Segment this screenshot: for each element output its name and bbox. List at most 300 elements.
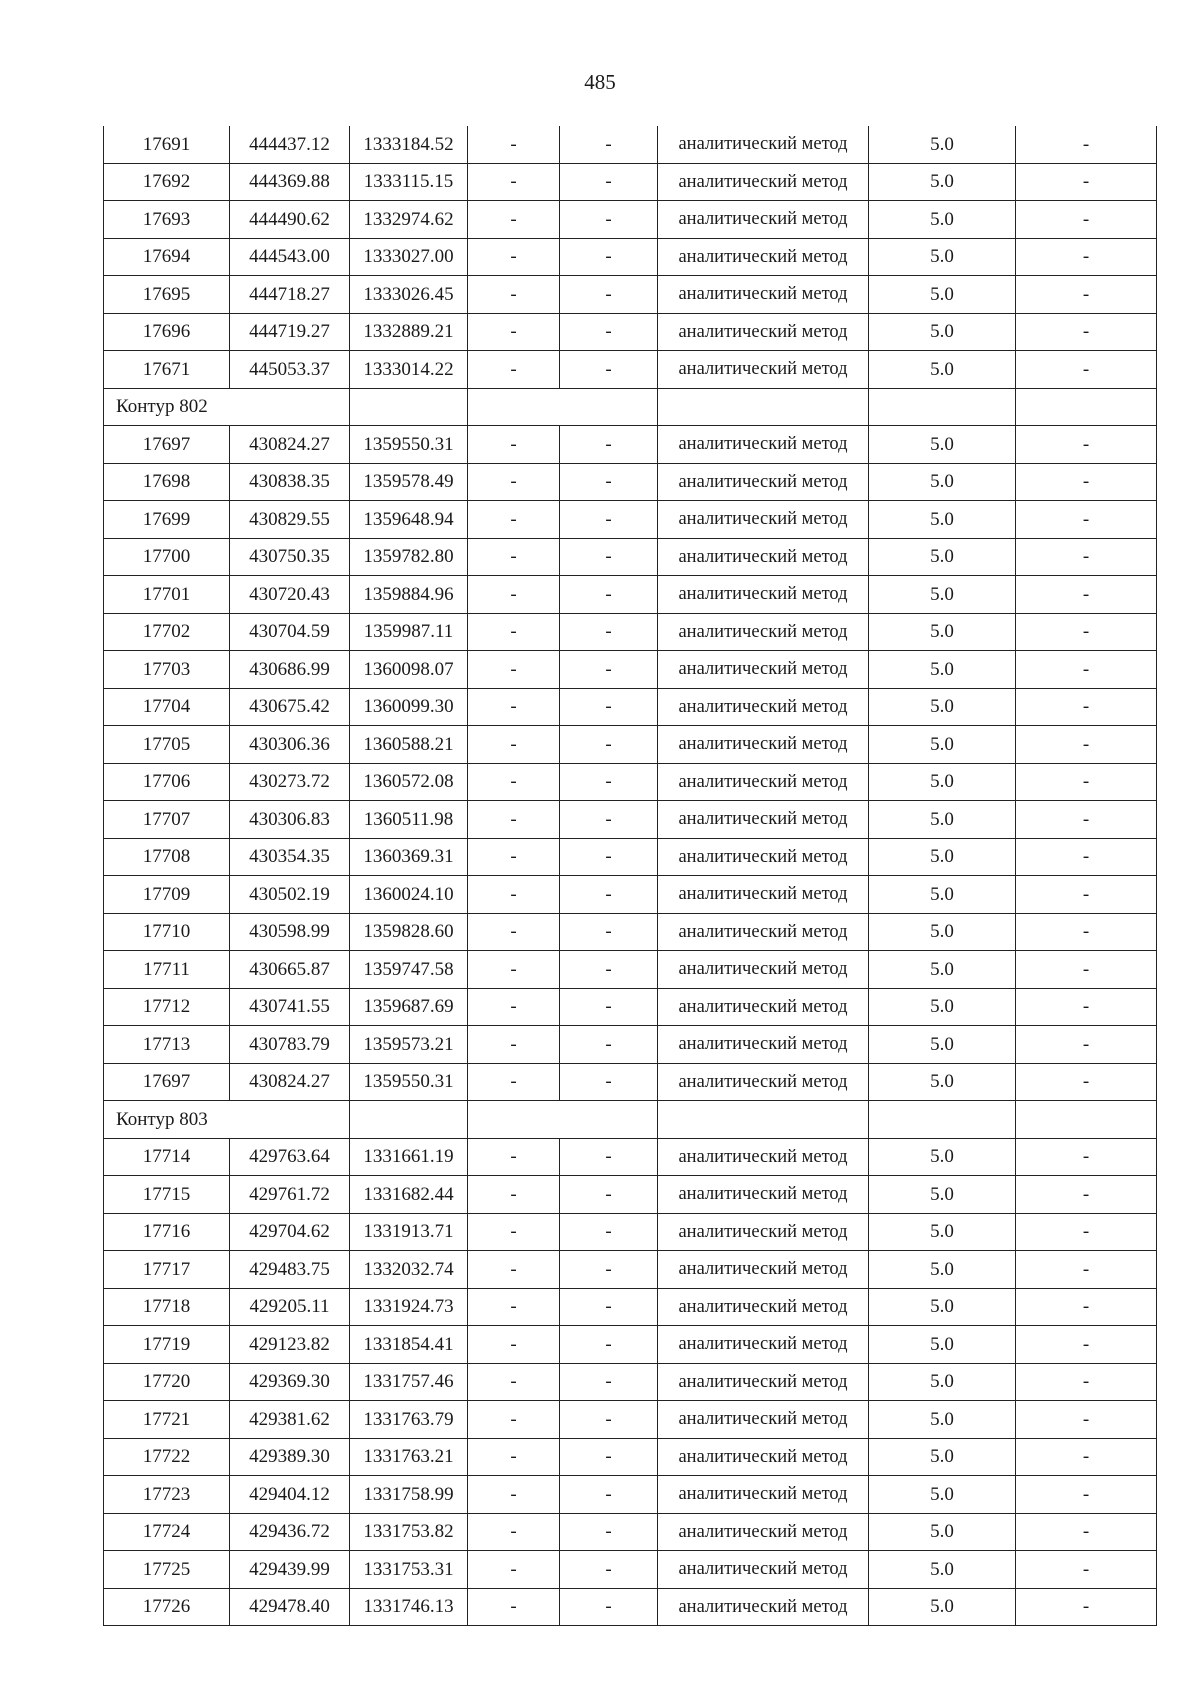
dash-cell-2: -: [560, 163, 658, 201]
method-cell: аналитический метод: [658, 1288, 869, 1326]
x-coordinate-cell: 430824.27: [230, 426, 350, 464]
empty-cell: [350, 1101, 468, 1139]
y-coordinate-cell: 1331758.99: [350, 1476, 468, 1514]
dash-cell-1: -: [468, 801, 560, 839]
method-cell: аналитический метод: [658, 538, 869, 576]
table-row: [104, 988, 1157, 1026]
y-coordinate-cell: 1360369.31: [350, 838, 468, 876]
method-cell: аналитический метод: [658, 1326, 869, 1364]
dash-cell-1: -: [468, 1176, 560, 1214]
method-cell: аналитический метод: [658, 501, 869, 539]
x-coordinate-cell: 430741.55: [230, 988, 350, 1026]
precision-cell: 5.0: [869, 238, 1016, 276]
y-coordinate-cell: 1331757.46: [350, 1363, 468, 1401]
point-number-cell: 17706: [104, 763, 230, 801]
dash-cell-1: -: [468, 1288, 560, 1326]
dash-cell-1: -: [468, 876, 560, 914]
method-cell: аналитический метод: [658, 613, 869, 651]
precision-cell: 5.0: [869, 1288, 1016, 1326]
point-number-cell: 17715: [104, 1176, 230, 1214]
point-number-cell: 17713: [104, 1026, 230, 1064]
y-coordinate-cell: 1359782.80: [350, 538, 468, 576]
dash-cell-2: -: [560, 951, 658, 989]
dash-cell-2: -: [560, 801, 658, 839]
y-coordinate-cell: 1331682.44: [350, 1176, 468, 1214]
dash-cell-1: -: [468, 1026, 560, 1064]
table-row: [104, 1551, 1157, 1589]
x-coordinate-cell: 430306.83: [230, 801, 350, 839]
x-coordinate-cell: 430829.55: [230, 501, 350, 539]
precision-cell: 5.0: [869, 1476, 1016, 1514]
x-coordinate-cell: 430354.35: [230, 838, 350, 876]
dash-cell-1: -: [468, 351, 560, 389]
point-number-cell: 17691: [104, 126, 230, 163]
y-coordinate-cell: 1333026.45: [350, 276, 468, 314]
precision-cell: 5.0: [869, 651, 1016, 689]
point-number-cell: 17693: [104, 201, 230, 239]
empty-cell: [658, 388, 869, 426]
point-number-cell: 17722: [104, 1438, 230, 1476]
precision-cell: 5.0: [869, 501, 1016, 539]
contour-label: Контур 803: [104, 1101, 350, 1139]
precision-cell: 5.0: [869, 1513, 1016, 1551]
dash-cell-1: -: [468, 1438, 560, 1476]
dash-cell-2: -: [560, 763, 658, 801]
method-cell: аналитический метод: [658, 1588, 869, 1626]
table-row: [104, 1513, 1157, 1551]
x-coordinate-cell: 429478.40: [230, 1588, 350, 1626]
dash-cell-3: -: [1016, 1476, 1157, 1514]
method-cell: аналитический метод: [658, 1476, 869, 1514]
y-coordinate-cell: 1359550.31: [350, 1063, 468, 1101]
y-coordinate-cell: 1359687.69: [350, 988, 468, 1026]
empty-cell: [468, 1101, 658, 1139]
point-number-cell: 17711: [104, 951, 230, 989]
point-number-cell: 17717: [104, 1251, 230, 1289]
x-coordinate-cell: 429123.82: [230, 1326, 350, 1364]
y-coordinate-cell: 1332889.21: [350, 313, 468, 351]
y-coordinate-cell: 1359828.60: [350, 913, 468, 951]
x-coordinate-cell: 430273.72: [230, 763, 350, 801]
x-coordinate-cell: 444543.00: [230, 238, 350, 276]
method-cell: аналитический метод: [658, 988, 869, 1026]
contour-header-row: [104, 1101, 1157, 1139]
dash-cell-3: -: [1016, 876, 1157, 914]
x-coordinate-cell: 430720.43: [230, 576, 350, 614]
dash-cell-1: -: [468, 1063, 560, 1101]
table-row: [104, 351, 1157, 389]
table-row: [104, 126, 1157, 163]
table-row: [104, 1476, 1157, 1514]
dash-cell-3: -: [1016, 538, 1157, 576]
table-row: [104, 238, 1157, 276]
table-row: [104, 688, 1157, 726]
method-cell: аналитический метод: [658, 651, 869, 689]
point-number-cell: 17701: [104, 576, 230, 614]
dash-cell-1: -: [468, 126, 560, 163]
point-number-cell: 17692: [104, 163, 230, 201]
dash-cell-1: -: [468, 988, 560, 1026]
dash-cell-3: -: [1016, 126, 1157, 163]
dash-cell-1: -: [468, 426, 560, 464]
precision-cell: 5.0: [869, 276, 1016, 314]
x-coordinate-cell: 429205.11: [230, 1288, 350, 1326]
precision-cell: 5.0: [869, 1063, 1016, 1101]
dash-cell-3: -: [1016, 1326, 1157, 1364]
dash-cell-1: -: [468, 1401, 560, 1439]
y-coordinate-cell: 1360098.07: [350, 651, 468, 689]
y-coordinate-cell: 1331746.13: [350, 1588, 468, 1626]
dash-cell-2: -: [560, 1176, 658, 1214]
table-row: [104, 1363, 1157, 1401]
precision-cell: 5.0: [869, 313, 1016, 351]
method-cell: аналитический метод: [658, 951, 869, 989]
y-coordinate-cell: 1359648.94: [350, 501, 468, 539]
precision-cell: 5.0: [869, 613, 1016, 651]
method-cell: аналитический метод: [658, 1176, 869, 1214]
point-number-cell: 17697: [104, 426, 230, 464]
dash-cell-3: -: [1016, 276, 1157, 314]
precision-cell: 5.0: [869, 1363, 1016, 1401]
dash-cell-2: -: [560, 1476, 658, 1514]
dash-cell-2: -: [560, 126, 658, 163]
point-number-cell: 17710: [104, 913, 230, 951]
y-coordinate-cell: 1331763.21: [350, 1438, 468, 1476]
dash-cell-1: -: [468, 463, 560, 501]
dash-cell-3: -: [1016, 1026, 1157, 1064]
method-cell: аналитический метод: [658, 838, 869, 876]
y-coordinate-cell: 1331854.41: [350, 1326, 468, 1364]
y-coordinate-cell: 1333027.00: [350, 238, 468, 276]
dash-cell-2: -: [560, 988, 658, 1026]
precision-cell: 5.0: [869, 1438, 1016, 1476]
method-cell: аналитический метод: [658, 1438, 869, 1476]
dash-cell-3: -: [1016, 463, 1157, 501]
x-coordinate-cell: 430598.99: [230, 913, 350, 951]
dash-cell-2: -: [560, 538, 658, 576]
dash-cell-1: -: [468, 688, 560, 726]
point-number-cell: 17726: [104, 1588, 230, 1626]
dash-cell-3: -: [1016, 1288, 1157, 1326]
dash-cell-3: -: [1016, 688, 1157, 726]
dash-cell-1: -: [468, 1138, 560, 1176]
table-row: [104, 576, 1157, 614]
x-coordinate-cell: 444490.62: [230, 201, 350, 239]
precision-cell: 5.0: [869, 1176, 1016, 1214]
method-cell: аналитический метод: [658, 1026, 869, 1064]
x-coordinate-cell: 430704.59: [230, 613, 350, 651]
method-cell: аналитический метод: [658, 163, 869, 201]
dash-cell-3: -: [1016, 726, 1157, 764]
table-row: [104, 838, 1157, 876]
empty-cell: [658, 1101, 869, 1139]
table-row: [104, 163, 1157, 201]
point-number-cell: 17698: [104, 463, 230, 501]
x-coordinate-cell: 444437.12: [230, 126, 350, 163]
method-cell: аналитический метод: [658, 201, 869, 239]
dash-cell-3: -: [1016, 1438, 1157, 1476]
point-number-cell: 17705: [104, 726, 230, 764]
dash-cell-2: -: [560, 1026, 658, 1064]
method-cell: аналитический метод: [658, 1138, 869, 1176]
dash-cell-3: -: [1016, 1401, 1157, 1439]
y-coordinate-cell: 1359884.96: [350, 576, 468, 614]
dash-cell-2: -: [560, 838, 658, 876]
precision-cell: 5.0: [869, 1213, 1016, 1251]
point-number-cell: 17695: [104, 276, 230, 314]
table-body: [104, 126, 1157, 1626]
dash-cell-1: -: [468, 1551, 560, 1589]
x-coordinate-cell: 430665.87: [230, 951, 350, 989]
dash-cell-1: -: [468, 1363, 560, 1401]
dash-cell-3: -: [1016, 613, 1157, 651]
x-coordinate-cell: 429389.30: [230, 1438, 350, 1476]
table-row: [104, 1063, 1157, 1101]
table-row: [104, 1026, 1157, 1064]
precision-cell: 5.0: [869, 876, 1016, 914]
table-row: [104, 876, 1157, 914]
precision-cell: 5.0: [869, 538, 1016, 576]
y-coordinate-cell: 1359987.11: [350, 613, 468, 651]
x-coordinate-cell: 429436.72: [230, 1513, 350, 1551]
y-coordinate-cell: 1333184.52: [350, 126, 468, 163]
table-row: [104, 1138, 1157, 1176]
point-number-cell: 17719: [104, 1326, 230, 1364]
y-coordinate-cell: 1360588.21: [350, 726, 468, 764]
method-cell: аналитический метод: [658, 1401, 869, 1439]
dash-cell-1: -: [468, 651, 560, 689]
dash-cell-1: -: [468, 201, 560, 239]
dash-cell-2: -: [560, 1551, 658, 1589]
point-number-cell: 17704: [104, 688, 230, 726]
method-cell: аналитический метод: [658, 913, 869, 951]
dash-cell-1: -: [468, 1476, 560, 1514]
precision-cell: 5.0: [869, 126, 1016, 163]
table-row: [104, 1588, 1157, 1626]
table-row: [104, 313, 1157, 351]
y-coordinate-cell: 1331753.82: [350, 1513, 468, 1551]
x-coordinate-cell: 429763.64: [230, 1138, 350, 1176]
page-number: 485: [584, 70, 616, 94]
point-number-cell: 17720: [104, 1363, 230, 1401]
dash-cell-2: -: [560, 313, 658, 351]
y-coordinate-cell: 1360572.08: [350, 763, 468, 801]
dash-cell-2: -: [560, 1063, 658, 1101]
dash-cell-3: -: [1016, 1176, 1157, 1214]
dash-cell-1: -: [468, 238, 560, 276]
point-number-cell: 17697: [104, 1063, 230, 1101]
y-coordinate-cell: 1333014.22: [350, 351, 468, 389]
dash-cell-1: -: [468, 313, 560, 351]
point-number-cell: 17712: [104, 988, 230, 1026]
y-coordinate-cell: 1333115.15: [350, 163, 468, 201]
method-cell: аналитический метод: [658, 763, 869, 801]
dash-cell-1: -: [468, 538, 560, 576]
y-coordinate-cell: 1360511.98: [350, 801, 468, 839]
dash-cell-2: -: [560, 201, 658, 239]
precision-cell: 5.0: [869, 1251, 1016, 1289]
precision-cell: 5.0: [869, 1401, 1016, 1439]
table-row: [104, 426, 1157, 464]
dash-cell-2: -: [560, 726, 658, 764]
x-coordinate-cell: 430686.99: [230, 651, 350, 689]
empty-cell: [350, 388, 468, 426]
table-row: [104, 651, 1157, 689]
dash-cell-3: -: [1016, 651, 1157, 689]
dash-cell-2: -: [560, 1288, 658, 1326]
precision-cell: 5.0: [869, 463, 1016, 501]
table-row: [104, 726, 1157, 764]
x-coordinate-cell: 429404.12: [230, 1476, 350, 1514]
dash-cell-2: -: [560, 688, 658, 726]
dash-cell-2: -: [560, 426, 658, 464]
y-coordinate-cell: 1331763.79: [350, 1401, 468, 1439]
point-number-cell: 17694: [104, 238, 230, 276]
y-coordinate-cell: 1359747.58: [350, 951, 468, 989]
dash-cell-1: -: [468, 726, 560, 764]
y-coordinate-cell: 1332032.74: [350, 1251, 468, 1289]
method-cell: аналитический метод: [658, 688, 869, 726]
dash-cell-3: -: [1016, 576, 1157, 614]
dash-cell-3: -: [1016, 763, 1157, 801]
point-number-cell: 17700: [104, 538, 230, 576]
dash-cell-2: -: [560, 501, 658, 539]
dash-cell-2: -: [560, 1251, 658, 1289]
x-coordinate-cell: 430306.36: [230, 726, 350, 764]
dash-cell-1: -: [468, 913, 560, 951]
table-row: [104, 276, 1157, 314]
point-number-cell: 17702: [104, 613, 230, 651]
precision-cell: 5.0: [869, 1551, 1016, 1589]
dash-cell-3: -: [1016, 1513, 1157, 1551]
empty-cell: [869, 1101, 1016, 1139]
dash-cell-3: -: [1016, 238, 1157, 276]
empty-cell: [869, 388, 1016, 426]
empty-cell: [468, 388, 658, 426]
y-coordinate-cell: 1332974.62: [350, 201, 468, 239]
x-coordinate-cell: 430750.35: [230, 538, 350, 576]
dash-cell-3: -: [1016, 351, 1157, 389]
x-coordinate-cell: 430783.79: [230, 1026, 350, 1064]
contour-header-row: [104, 388, 1157, 426]
dash-cell-2: -: [560, 1588, 658, 1626]
table-row: [104, 501, 1157, 539]
dash-cell-1: -: [468, 276, 560, 314]
method-cell: аналитический метод: [658, 313, 869, 351]
precision-cell: 5.0: [869, 726, 1016, 764]
dash-cell-3: -: [1016, 951, 1157, 989]
point-number-cell: 17723: [104, 1476, 230, 1514]
point-number-cell: 17721: [104, 1401, 230, 1439]
dash-cell-2: -: [560, 463, 658, 501]
dash-cell-3: -: [1016, 1063, 1157, 1101]
dash-cell-3: -: [1016, 426, 1157, 464]
dash-cell-2: -: [560, 613, 658, 651]
empty-cell: [1016, 1101, 1157, 1139]
method-cell: аналитический метод: [658, 351, 869, 389]
y-coordinate-cell: 1360024.10: [350, 876, 468, 914]
precision-cell: 5.0: [869, 201, 1016, 239]
x-coordinate-cell: 429439.99: [230, 1551, 350, 1589]
dash-cell-1: -: [468, 576, 560, 614]
dash-cell-1: -: [468, 613, 560, 651]
y-coordinate-cell: 1331753.31: [350, 1551, 468, 1589]
dash-cell-2: -: [560, 913, 658, 951]
table-row: [104, 1251, 1157, 1289]
table-row: [104, 463, 1157, 501]
dash-cell-2: -: [560, 1326, 658, 1364]
dash-cell-1: -: [468, 501, 560, 539]
table-row: [104, 1176, 1157, 1214]
dash-cell-2: -: [560, 576, 658, 614]
dash-cell-1: -: [468, 1513, 560, 1551]
coordinates-table: [103, 126, 1157, 1626]
dash-cell-3: -: [1016, 163, 1157, 201]
precision-cell: 5.0: [869, 913, 1016, 951]
precision-cell: 5.0: [869, 801, 1016, 839]
dash-cell-3: -: [1016, 1551, 1157, 1589]
y-coordinate-cell: 1331924.73: [350, 1288, 468, 1326]
precision-cell: 5.0: [869, 163, 1016, 201]
dash-cell-2: -: [560, 876, 658, 914]
method-cell: аналитический метод: [658, 576, 869, 614]
dash-cell-1: -: [468, 763, 560, 801]
table-row: [104, 1438, 1157, 1476]
contour-label: Контур 802: [104, 388, 350, 426]
dash-cell-2: -: [560, 1213, 658, 1251]
y-coordinate-cell: 1331913.71: [350, 1213, 468, 1251]
dash-cell-3: -: [1016, 988, 1157, 1026]
dash-cell-2: -: [560, 1513, 658, 1551]
method-cell: аналитический метод: [658, 801, 869, 839]
dash-cell-3: -: [1016, 313, 1157, 351]
method-cell: аналитический метод: [658, 1251, 869, 1289]
y-coordinate-cell: 1359578.49: [350, 463, 468, 501]
empty-cell: [1016, 388, 1157, 426]
dash-cell-3: -: [1016, 801, 1157, 839]
method-cell: аналитический метод: [658, 726, 869, 764]
point-number-cell: 17724: [104, 1513, 230, 1551]
point-number-cell: 17725: [104, 1551, 230, 1589]
dash-cell-2: -: [560, 1138, 658, 1176]
precision-cell: 5.0: [869, 688, 1016, 726]
precision-cell: 5.0: [869, 951, 1016, 989]
y-coordinate-cell: 1359573.21: [350, 1026, 468, 1064]
point-number-cell: 17696: [104, 313, 230, 351]
dash-cell-3: -: [1016, 1138, 1157, 1176]
table-row: [104, 1213, 1157, 1251]
x-coordinate-cell: 429483.75: [230, 1251, 350, 1289]
dash-cell-2: -: [560, 1401, 658, 1439]
dash-cell-1: -: [468, 163, 560, 201]
dash-cell-2: -: [560, 1438, 658, 1476]
dash-cell-3: -: [1016, 1213, 1157, 1251]
x-coordinate-cell: 430675.42: [230, 688, 350, 726]
point-number-cell: 17703: [104, 651, 230, 689]
precision-cell: 5.0: [869, 1138, 1016, 1176]
dash-cell-1: -: [468, 1588, 560, 1626]
precision-cell: 5.0: [869, 1588, 1016, 1626]
point-number-cell: 17714: [104, 1138, 230, 1176]
dash-cell-1: -: [468, 951, 560, 989]
table-row: [104, 763, 1157, 801]
method-cell: аналитический метод: [658, 238, 869, 276]
dash-cell-2: -: [560, 238, 658, 276]
x-coordinate-cell: 429369.30: [230, 1363, 350, 1401]
method-cell: аналитический метод: [658, 1213, 869, 1251]
method-cell: аналитический метод: [658, 426, 869, 464]
table-row: [104, 538, 1157, 576]
